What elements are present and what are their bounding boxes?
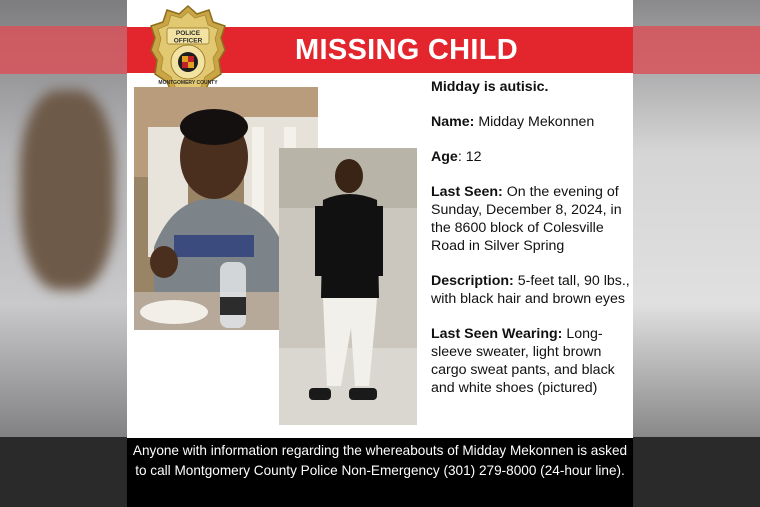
name-label: Name: (431, 114, 475, 130)
missing-poster (127, 0, 633, 507)
child-full-body-photo (279, 148, 417, 425)
age-value: : 12 (457, 149, 482, 165)
age-label: Age (431, 149, 458, 165)
autism-note: Midday is autisic. (431, 79, 549, 95)
badge-line2: OFFICER (173, 37, 203, 45)
wearing-label: Last Seen Wearing: (431, 326, 563, 342)
backdrop-left (0, 0, 127, 507)
poster-title: MISSING CHILD (295, 34, 519, 66)
description-label: Description: (431, 273, 514, 289)
age-row (431, 148, 631, 166)
backdrop-dark-band (0, 437, 127, 507)
info-panel (431, 78, 631, 414)
last-seen-row (431, 183, 631, 255)
wearing-row (431, 325, 631, 397)
name-row (431, 113, 631, 131)
backdrop-right (633, 0, 760, 507)
wearing-value: Long-sleeve sweater, light brown cargo sweat pants, and black and white shoes (pictured) (431, 326, 615, 396)
backdrop-red-band (0, 26, 127, 74)
description-row (431, 272, 631, 308)
description-value: 5-feet tall, 90 lbs., with black hair and brown eyes (431, 273, 630, 307)
backdrop-blob (20, 90, 115, 290)
name-value: Midday Mekonnen (478, 114, 595, 130)
backdrop-dark-band (633, 437, 760, 507)
footer-text: Anyone with information regarding the whereabouts of Midday Mekonnen is asked to call Montgomery County Police Non-Emergency (301) 279-8000 (24-hour line). (132, 443, 628, 478)
last-seen-label: Last Seen: (431, 184, 503, 200)
backdrop-red-band (633, 26, 760, 74)
contact-footer (127, 438, 633, 507)
badge-line1: POLICE (175, 30, 201, 37)
last-seen-value: On the evening of Sunday, December 8, 2024, in the 8600 block of Colesville Road in Silver Spring (431, 184, 622, 254)
badge-ring-text: MONTGOMERY COUNTY (158, 80, 218, 86)
